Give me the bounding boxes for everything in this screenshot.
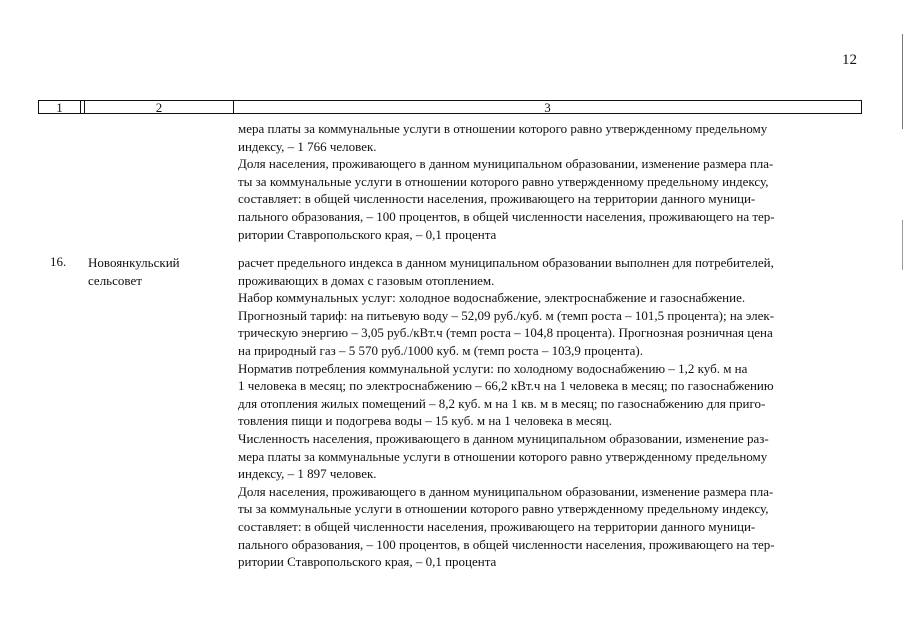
text-line: Доля населения, проживающего в данном муниципальном образовании, изменение размера пла-	[238, 156, 774, 172]
text-line: Доля населения, проживающего в данном муниципальном образовании, изменение размера пла-	[238, 483, 774, 499]
text-line: на природный газ – 5 570 руб./1000 куб. м (темп роста – 103,9 процента).	[238, 342, 643, 358]
column-header-1: 1	[39, 101, 81, 113]
table-column-header-row	[38, 100, 862, 114]
text-line: проживающих в домах с газовым отоплением.	[238, 272, 495, 288]
column-header-2: 2	[84, 101, 234, 113]
text-line: пального образования, – 100 процентов, в общей численности населения, проживающего на тер-	[238, 536, 775, 552]
text-line: ты за коммунальные услуги в отношении которого равно утвержденному предельному индексу,	[238, 501, 769, 517]
text-line: индексу, – 1 897 человек.	[238, 466, 377, 482]
text-line: для отопления жилых помещений – 8,2 куб. м на 1 кв. м в месяц; по газоснабжению для приго-	[238, 395, 766, 411]
text-line: мера платы за коммунальные услуги в отношении которого равно утвержденному предельному	[238, 121, 768, 136]
page-number: 12	[842, 52, 857, 68]
text-line: Прогнозный тариф: на питьевую воду – 52,09 руб./куб. м (темп роста – 101,5 процента); на элек-	[238, 307, 775, 323]
text-line: трическую энергию – 3,05 руб./кВт.ч (темп роста – 104,8 процента). Прогнозная розничная цена	[238, 325, 773, 341]
text-line: товления пищи и подогрева воды – 15 куб. м на 1 человека в месяц.	[238, 413, 612, 429]
entry-number: 16.	[50, 254, 67, 269]
name-line: Новоянкульский	[88, 255, 180, 270]
text-line: Набор коммунальных услуг: холодное водоснабжение, электроснабжение и газоснабжение.	[238, 290, 746, 306]
entry-text-block	[238, 254, 858, 571]
text-line: Норматив потребления коммунальной услуги: по холодному водоснабжению – 1,2 куб. м на	[238, 360, 748, 376]
text-line: пального образования, – 100 процентов, в общей численности населения, проживающего на тер-	[238, 208, 775, 224]
text-line: составляет: в общей численности населения, проживающего на территории данного муници-	[238, 191, 756, 207]
text-line: индексу, – 1 766 человек.	[238, 138, 377, 154]
text-line: Численность населения, проживающего в данном муниципальном образовании, изменение раз-	[238, 430, 769, 446]
scan-edge-mark	[902, 34, 903, 129]
name-line: сельсовет	[88, 272, 142, 288]
scan-edge-mark	[902, 220, 903, 270]
text-line: ритории Ставропольского края, – 0,1 процента	[238, 226, 497, 242]
text-line: мера платы за коммунальные услуги в отношении которого равно утвержденному предельному	[238, 448, 768, 464]
column-header-3: 3	[544, 99, 551, 115]
entry-municipality-name	[88, 254, 228, 289]
text-line: составляет: в общей численности населения, проживающего на территории данного муници-	[238, 518, 756, 534]
text-line: ритории Ставропольского края, – 0,1 процента	[238, 554, 497, 570]
text-line: 1 человека в месяц; по электроснабжению – 66,2 кВт.ч на 1 человека в месяц; по газоснабжению	[238, 378, 774, 394]
text-line: ты за коммунальные услуги в отношении которого равно утвержденному предельному индексу,	[238, 173, 769, 189]
continuation-text-block	[238, 120, 858, 243]
text-line: расчет предельного индекса в данном муниципальном образовании выполнен для потребителей,	[238, 255, 774, 270]
